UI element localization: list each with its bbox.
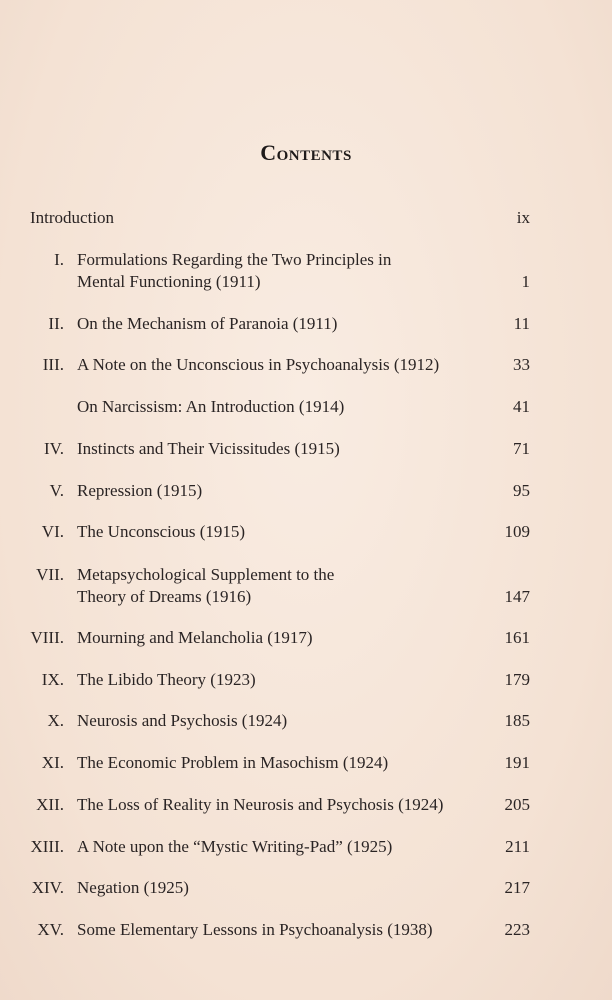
toc-entry-title (77, 438, 477, 460)
toc-entry-number: XV. (37, 920, 64, 939)
toc-entry-page: 109 (504, 522, 530, 541)
toc-entry-number: III. (42, 355, 64, 374)
toc-entry-number: XI. (41, 753, 64, 772)
toc-entry-title (77, 396, 477, 418)
toc-entry-line: The Loss of Reality in Neurosis and Psychosis (1924) (77, 795, 444, 814)
toc-entry-line: On the Mechanism of Paranoia (1911) (77, 314, 338, 333)
toc-entry-page: 185 (504, 711, 530, 730)
page-title: Contents (260, 140, 352, 165)
toc-entry-line: Formulations Regarding the Two Principles in (77, 250, 392, 269)
toc-entry-page: 1 (521, 272, 530, 291)
toc-entry-line: A Note upon the “Mystic Writing-Pad” (1925) (77, 837, 393, 856)
toc-entry-title (77, 313, 477, 335)
toc-entry-title (77, 480, 477, 502)
toc-entry-line: Mental Functioning (1911) (77, 272, 261, 291)
toc-entry-line: The Unconscious (1915) (77, 522, 246, 541)
toc-entry-page: 205 (504, 795, 530, 814)
toc-entry-title (30, 207, 430, 229)
toc-entry-title (77, 249, 477, 293)
toc-entry-title (77, 919, 477, 941)
toc-entry-number: V. (49, 481, 64, 500)
toc-entry-page: 191 (504, 753, 530, 772)
toc-entry-title (77, 354, 477, 376)
toc-entry-title (77, 752, 477, 774)
toc-entry-page: 95 (513, 481, 530, 500)
toc-entry-number: XIII. (30, 837, 64, 856)
toc-entry-page: 33 (513, 355, 530, 374)
toc-entry-page: 161 (504, 628, 530, 647)
toc-entry-title (77, 627, 477, 649)
toc-entry-number: II. (48, 314, 64, 333)
toc-entry-page: 41 (513, 397, 530, 416)
toc-entry-line: Theory of Dreams (1916) (77, 587, 252, 606)
toc-entry-number: XII. (36, 795, 64, 814)
toc-entry-line: A Note on the Unconscious in Psychoanalysis (1912) (77, 355, 440, 374)
toc-entry-title (77, 710, 477, 732)
toc-entry-page: ix (516, 208, 530, 227)
toc-entry-line: Instincts and Their Vicissitudes (1915) (77, 439, 340, 458)
toc-entry-line: Some Elementary Lessons in Psychoanalysis (1938) (77, 920, 433, 939)
toc-entry-number: IX. (41, 670, 64, 689)
toc-entry-page: 223 (504, 920, 530, 939)
toc-entry-title (77, 669, 477, 691)
toc-entry-line: Repression (1915) (77, 481, 203, 500)
toc-entry-title (77, 564, 477, 608)
toc-entry-page: 71 (513, 439, 530, 458)
toc-entry-number: VI. (41, 522, 64, 541)
toc-entry-number: IV. (44, 439, 64, 458)
toc-entry-page: 11 (513, 314, 530, 333)
toc-entry-line: On Narcissism: An Introduction (1914) (77, 397, 345, 416)
toc-entry-line: Negation (1925) (77, 878, 189, 897)
toc-entry-line: Introduction (30, 208, 115, 227)
toc-entry-line: Mourning and Melancholia (1917) (77, 628, 313, 647)
toc-entry-number: I. (54, 250, 64, 269)
toc-entry-line: Neurosis and Psychosis (1924) (77, 711, 288, 730)
toc-entry-title (77, 794, 477, 816)
toc-entry-number: VIII. (30, 628, 64, 647)
toc-entry-number: VII. (36, 565, 64, 584)
toc-entry-number: X. (47, 711, 64, 730)
toc-entry-line: The Libido Theory (1923) (77, 670, 256, 689)
toc-entry-number: XIV. (31, 878, 64, 897)
toc-entry-title (77, 836, 477, 858)
toc-entry-page: 147 (504, 587, 530, 606)
toc-entry-title (77, 521, 477, 543)
toc-entry-page: 211 (505, 837, 530, 856)
toc-entry-line: Metapsychological Supplement to the (77, 565, 335, 584)
toc-entry-title (77, 877, 477, 899)
toc-entry-page: 179 (504, 670, 530, 689)
toc-entry-page: 217 (504, 878, 530, 897)
toc-entry-line: The Economic Problem in Masochism (1924) (77, 753, 389, 772)
